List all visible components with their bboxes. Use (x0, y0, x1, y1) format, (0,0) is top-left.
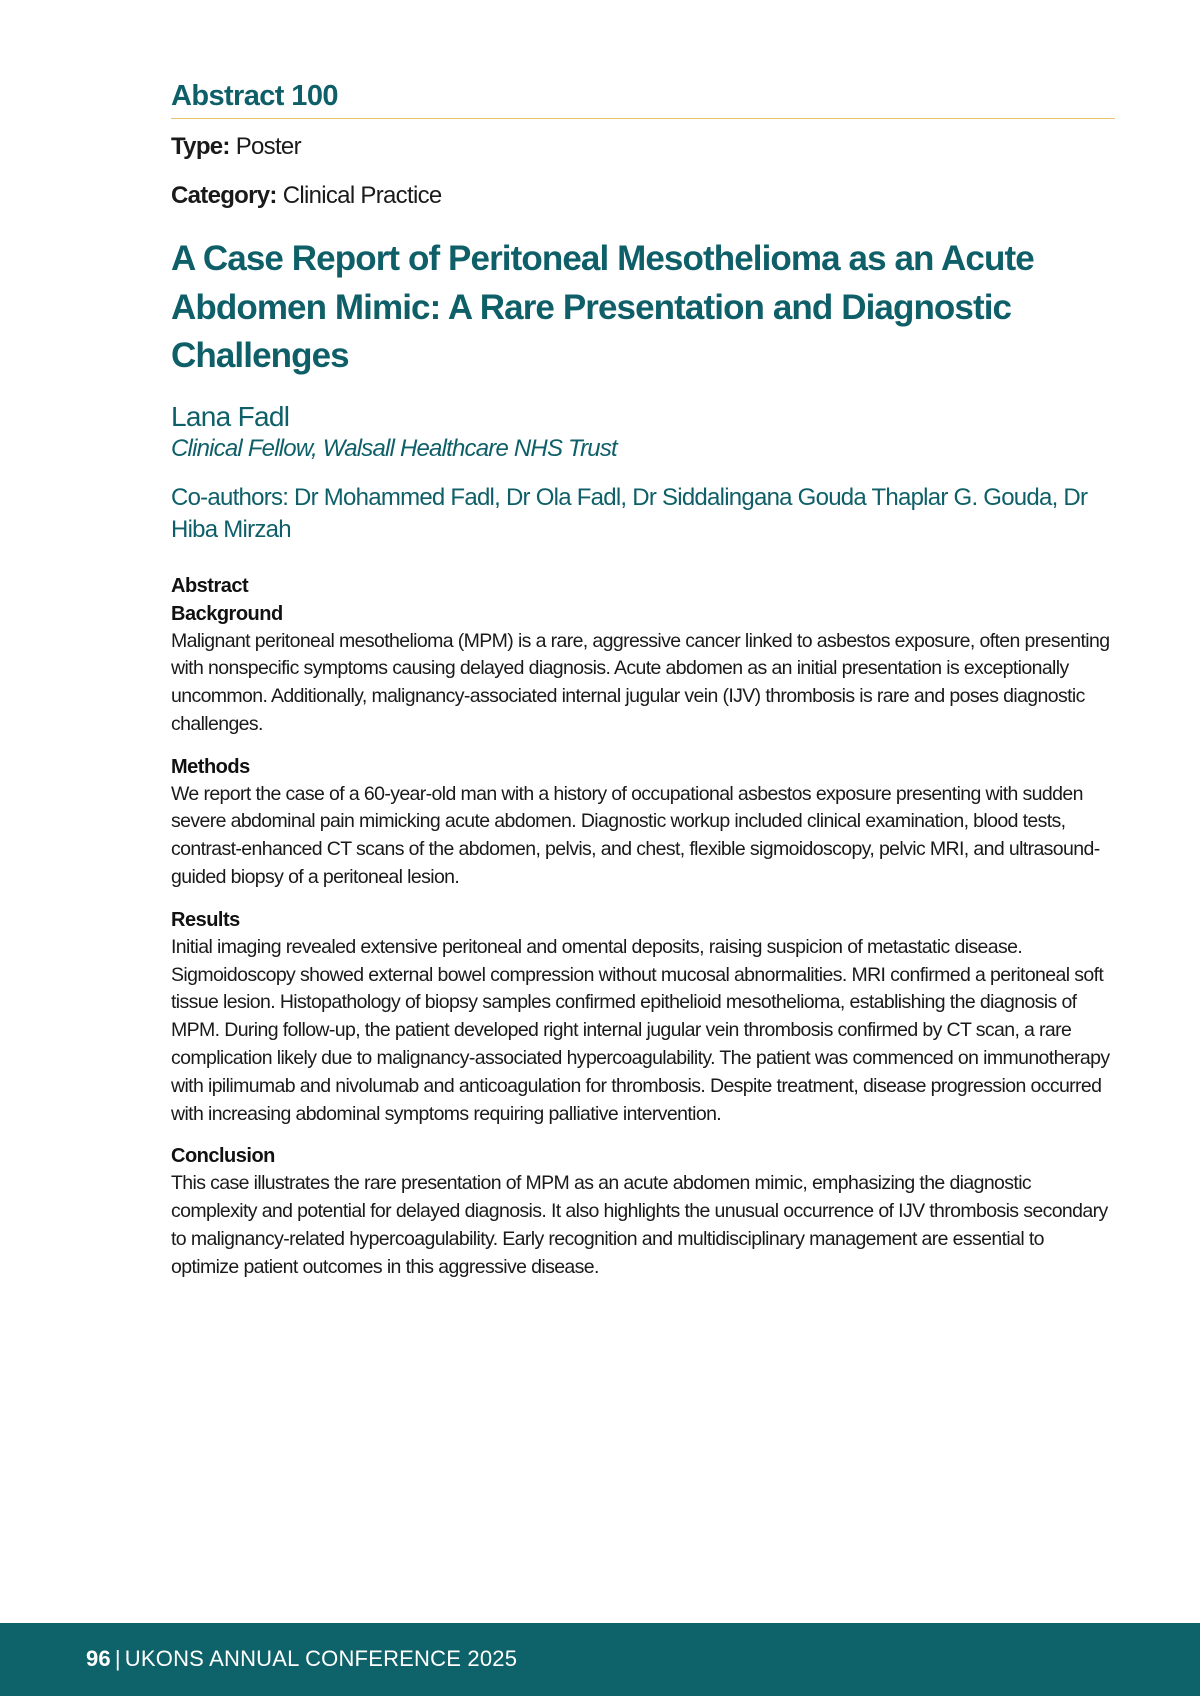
abstract-number: Abstract 100 (171, 78, 1115, 119)
section-body: Initial imaging revealed extensive peritoneal and omental deposits, raising suspicion of metastatic disease. Sigmoidoscopy showed external bowel compression without mucosal abnormalities. MRI confirmed a peritoneal soft tissue lesion. Histopathology of biopsy samples confirmed epithelioid mesothelioma, establishing the diagnosis of MPM. During follow-up, the patient developed right internal jugular vein thrombosis confirmed by CT scan, a rare complication likely due to malignancy-associated hypercoagulability. The patient was commenced on immunotherapy with ipilimumab and nivolumab and anticoagulation for thrombosis. Despite treatment, disease progression occurred with increasing abdominal symptoms requiring palliative intervention. (171, 935, 1110, 1125)
section-body: Malignant peritoneal mesothelioma (MPM) is a rare, aggressive cancer linked to asbestos exposure, often presenting with nonspecific symptoms causing delayed diagnosis. Acute abdomen as an initial presentation is exceptionally uncommon. Additionally, malignancy-associated internal jugular vein (IJV) thrombosis is rare and poses diagnostic challenges. (171, 629, 1110, 735)
type-value: Poster (235, 133, 301, 160)
coauthors: Co-authors: Dr Mohammed Fadl, Dr Ola Fadl, Dr Siddalingana Gouda Thaplar G. Gouda, Dr Hiba Mirzah (171, 483, 1088, 543)
section-body: We report the case of a 60-year-old man with a history of occupational asbestos exposure presenting with sudden severe abdominal pain mimicking acute abdomen. Diagnostic workup included clinical examination, blood tests, contrast-enhanced CT scans of the abdomen, pelvis, and chest, flexible sigmoidoscopy, pelvic MRI, and ultrasound-guided biopsy of a peritoneal lesion. (171, 782, 1100, 889)
footer-text (86, 1644, 517, 1674)
section-body: This case illustrates the rare presentation of MPM as an acute abdomen mimic, emphasizing the diagnostic complexity and potential for delayed diagnosis. It also highlights the unusual occurrence of IJV thrombosis secondary to malignancy-related hypercoagulability. Early recognition and multidisciplinary management are essential to optimize patient outcomes in this aggressive disease. (171, 1172, 1108, 1278)
page-number: 96 (86, 1646, 111, 1671)
section-conclusion (171, 1142, 1115, 1281)
section-methods (171, 753, 1115, 892)
category-value: Clinical Practice (282, 182, 442, 209)
abstract-title: A Case Report of Peritoneal Mesothelioma as an Acute Abdomen Mimic: A Rare Presentation and Diagnostic Challenges (171, 239, 1034, 375)
author-affiliation: Clinical Fellow, Walsall Healthcare NHS Trust (171, 434, 617, 462)
section-heading: Results (171, 908, 240, 931)
section-results (171, 906, 1115, 1129)
section-background (171, 600, 1115, 739)
section-heading: Background (171, 602, 283, 625)
abstract-heading: Abstract (171, 574, 249, 597)
category-label: Category: (171, 182, 277, 209)
conference-name: UKONS ANNUAL CONFERENCE 2025 (124, 1646, 518, 1671)
author-name: Lana Fadl (171, 400, 290, 432)
category-line (171, 181, 1115, 211)
section-heading: Methods (171, 755, 250, 778)
page-footer (0, 1623, 1200, 1696)
footer-separator: | (114, 1646, 121, 1671)
type-line (171, 132, 1115, 162)
section-heading: Conclusion (171, 1145, 275, 1168)
type-label: Type: (171, 133, 230, 160)
abstract-page-content (171, 78, 1115, 1282)
